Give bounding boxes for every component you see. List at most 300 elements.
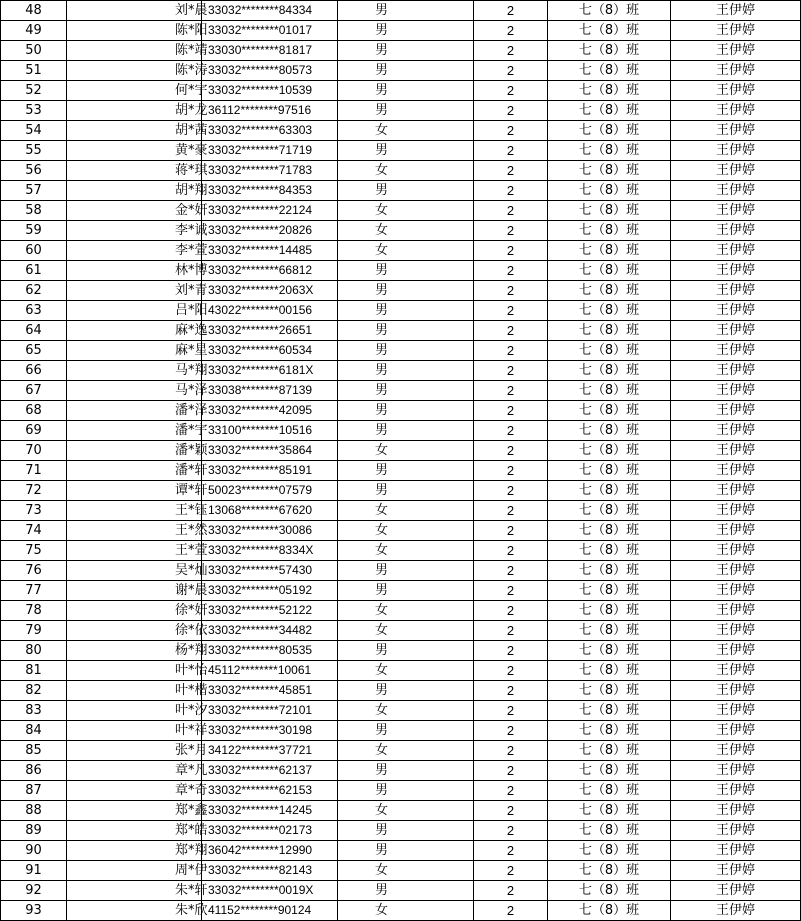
teacher-cell: 王伊婷	[671, 281, 801, 301]
student-name-cell: 陈*靖	[67, 41, 202, 61]
class-cell: 七（8）班	[548, 301, 671, 321]
grade-cell: 2	[474, 861, 548, 881]
table-row	[1, 121, 801, 141]
teacher-cell: 王伊婷	[671, 561, 801, 581]
class-cell: 七（8）班	[548, 401, 671, 421]
teacher-cell: 王伊婷	[671, 821, 801, 841]
student-name-cell: 蒋*琪	[67, 161, 202, 181]
grade-cell: 2	[474, 521, 548, 541]
grade-cell: 2	[474, 21, 548, 41]
table-row	[1, 301, 801, 321]
grade-cell: 2	[474, 761, 548, 781]
student-name-cell: 郑*皓	[67, 821, 202, 841]
gender-cell: 男	[338, 721, 474, 741]
row-number-cell: 88	[1, 801, 67, 821]
gender-cell: 男	[338, 281, 474, 301]
teacher-cell: 王伊婷	[671, 361, 801, 381]
grade-cell: 2	[474, 301, 548, 321]
grade-cell: 2	[474, 441, 548, 461]
teacher-cell: 王伊婷	[671, 161, 801, 181]
table-row	[1, 261, 801, 281]
table-row	[1, 701, 801, 721]
row-number-cell: 75	[1, 541, 67, 561]
gender-cell: 男	[338, 361, 474, 381]
id-number-cell: 33032********52122	[202, 601, 338, 621]
teacher-cell: 王伊婷	[671, 381, 801, 401]
teacher-cell: 王伊婷	[671, 101, 801, 121]
grade-cell: 2	[474, 281, 548, 301]
id-number-cell: 33032********62137	[202, 761, 338, 781]
row-number-cell: 48	[1, 1, 67, 21]
class-cell: 七（8）班	[548, 101, 671, 121]
grade-cell: 2	[474, 681, 548, 701]
table-row	[1, 101, 801, 121]
row-number-cell: 76	[1, 561, 67, 581]
table-row	[1, 841, 801, 861]
class-cell: 七（8）班	[548, 261, 671, 281]
grade-cell: 2	[474, 361, 548, 381]
teacher-cell: 王伊婷	[671, 1, 801, 21]
row-number-cell: 73	[1, 501, 67, 521]
grade-cell: 2	[474, 161, 548, 181]
teacher-cell: 王伊婷	[671, 81, 801, 101]
grade-cell: 2	[474, 821, 548, 841]
grade-cell: 2	[474, 241, 548, 261]
class-cell: 七（8）班	[548, 41, 671, 61]
row-number-cell: 60	[1, 241, 67, 261]
row-number-cell: 58	[1, 201, 67, 221]
table-row	[1, 601, 801, 621]
student-name-cell: 叶*楷	[67, 681, 202, 701]
gender-cell: 女	[338, 121, 474, 141]
student-name-cell: 李*诚	[67, 221, 202, 241]
table-row	[1, 181, 801, 201]
gender-cell: 男	[338, 841, 474, 861]
teacher-cell: 王伊婷	[671, 681, 801, 701]
class-cell: 七（8）班	[548, 1, 671, 21]
gender-cell: 男	[338, 481, 474, 501]
class-cell: 七（8）班	[548, 681, 671, 701]
gender-cell: 女	[338, 861, 474, 881]
class-cell: 七（8）班	[548, 241, 671, 261]
student-name-cell: 王*萱	[67, 541, 202, 561]
student-name-cell: 张*月	[67, 741, 202, 761]
teacher-cell: 王伊婷	[671, 201, 801, 221]
class-cell: 七（8）班	[548, 321, 671, 341]
teacher-cell: 王伊婷	[671, 861, 801, 881]
table-row	[1, 1, 801, 21]
table-row	[1, 561, 801, 581]
id-number-cell: 33032********84334	[202, 1, 338, 21]
student-name-cell: 郑*鑫	[67, 801, 202, 821]
student-name-cell: 刘*晨	[67, 1, 202, 21]
row-number-cell: 92	[1, 881, 67, 901]
id-number-cell: 33032********42095	[202, 401, 338, 421]
grade-cell: 2	[474, 741, 548, 761]
row-number-cell: 56	[1, 161, 67, 181]
grade-cell: 2	[474, 381, 548, 401]
row-number-cell: 68	[1, 401, 67, 421]
row-number-cell: 55	[1, 141, 67, 161]
gender-cell: 女	[338, 741, 474, 761]
student-name-cell: 郑*翔	[67, 841, 202, 861]
row-number-cell: 90	[1, 841, 67, 861]
class-cell: 七（8）班	[548, 521, 671, 541]
class-cell: 七（8）班	[548, 561, 671, 581]
gender-cell: 男	[338, 421, 474, 441]
student-name-cell: 李*萱	[67, 241, 202, 261]
grade-cell: 2	[474, 101, 548, 121]
gender-cell: 男	[338, 761, 474, 781]
gender-cell: 男	[338, 61, 474, 81]
student-name-cell: 黄*豪	[67, 141, 202, 161]
id-number-cell: 33032********71783	[202, 161, 338, 181]
table-row	[1, 81, 801, 101]
class-cell: 七（8）班	[548, 641, 671, 661]
row-number-cell: 71	[1, 461, 67, 481]
class-cell: 七（8）班	[548, 121, 671, 141]
student-name-cell: 潘*轩	[67, 461, 202, 481]
student-name-cell: 陈*涛	[67, 61, 202, 81]
teacher-cell: 王伊婷	[671, 41, 801, 61]
student-name-cell: 何*宇	[67, 81, 202, 101]
table-row	[1, 281, 801, 301]
teacher-cell: 王伊婷	[671, 481, 801, 501]
class-cell: 七（8）班	[548, 421, 671, 441]
class-cell: 七（8）班	[548, 81, 671, 101]
id-number-cell: 33032********80573	[202, 61, 338, 81]
gender-cell: 男	[338, 581, 474, 601]
grade-cell: 2	[474, 1, 548, 21]
row-number-cell: 65	[1, 341, 67, 361]
gender-cell: 男	[338, 881, 474, 901]
teacher-cell: 王伊婷	[671, 521, 801, 541]
id-number-cell: 33030********81817	[202, 41, 338, 61]
grade-cell: 2	[474, 461, 548, 481]
row-number-cell: 93	[1, 901, 67, 921]
class-cell: 七（8）班	[548, 461, 671, 481]
gender-cell: 男	[338, 641, 474, 661]
table-row	[1, 741, 801, 761]
class-cell: 七（8）班	[548, 161, 671, 181]
gender-cell: 男	[338, 821, 474, 841]
class-cell: 七（8）班	[548, 201, 671, 221]
grade-cell: 2	[474, 901, 548, 921]
row-number-cell: 72	[1, 481, 67, 501]
row-number-cell: 91	[1, 861, 67, 881]
id-number-cell: 33032********02173	[202, 821, 338, 841]
gender-cell: 男	[338, 1, 474, 21]
teacher-cell: 王伊婷	[671, 761, 801, 781]
table-row	[1, 501, 801, 521]
row-number-cell: 59	[1, 221, 67, 241]
row-number-cell: 57	[1, 181, 67, 201]
class-cell: 七（8）班	[548, 821, 671, 841]
roster-body	[1, 1, 801, 921]
gender-cell: 女	[338, 501, 474, 521]
id-number-cell: 33032********01017	[202, 21, 338, 41]
table-row	[1, 341, 801, 361]
gender-cell: 女	[338, 161, 474, 181]
table-row	[1, 161, 801, 181]
grade-cell: 2	[474, 721, 548, 741]
table-row	[1, 141, 801, 161]
student-name-cell: 叶*祥	[67, 721, 202, 741]
table-row	[1, 241, 801, 261]
teacher-cell: 王伊婷	[671, 181, 801, 201]
student-name-cell: 金*妍	[67, 201, 202, 221]
table-row	[1, 41, 801, 61]
id-number-cell: 33032********66812	[202, 261, 338, 281]
class-cell: 七（8）班	[548, 841, 671, 861]
teacher-cell: 王伊婷	[671, 221, 801, 241]
id-number-cell: 33032********82143	[202, 861, 338, 881]
gender-cell: 女	[338, 661, 474, 681]
gender-cell: 女	[338, 541, 474, 561]
grade-cell: 2	[474, 141, 548, 161]
teacher-cell: 王伊婷	[671, 641, 801, 661]
id-number-cell: 33032********34482	[202, 621, 338, 641]
teacher-cell: 王伊婷	[671, 321, 801, 341]
table-row	[1, 461, 801, 481]
table-row	[1, 61, 801, 81]
class-cell: 七（8）班	[548, 621, 671, 641]
teacher-cell: 王伊婷	[671, 621, 801, 641]
student-name-cell: 胡*翔	[67, 181, 202, 201]
grade-cell: 2	[474, 701, 548, 721]
id-number-cell: 33032********60534	[202, 341, 338, 361]
teacher-cell: 王伊婷	[671, 541, 801, 561]
row-number-cell: 81	[1, 661, 67, 681]
gender-cell: 男	[338, 381, 474, 401]
grade-cell: 2	[474, 61, 548, 81]
gender-cell: 男	[338, 101, 474, 121]
table-row	[1, 721, 801, 741]
table-row	[1, 361, 801, 381]
row-number-cell: 63	[1, 301, 67, 321]
id-number-cell: 33032********71719	[202, 141, 338, 161]
gender-cell: 男	[338, 781, 474, 801]
id-number-cell: 33032********20826	[202, 221, 338, 241]
class-cell: 七（8）班	[548, 761, 671, 781]
class-cell: 七（8）班	[548, 661, 671, 681]
id-number-cell: 33032********72101	[202, 701, 338, 721]
grade-cell: 2	[474, 41, 548, 61]
class-cell: 七（8）班	[548, 441, 671, 461]
gender-cell: 女	[338, 801, 474, 821]
id-number-cell: 33032********6181X	[202, 361, 338, 381]
student-name-cell: 陈*阳	[67, 21, 202, 41]
id-number-cell: 33032********8334X	[202, 541, 338, 561]
gender-cell: 女	[338, 621, 474, 641]
row-number-cell: 54	[1, 121, 67, 141]
student-name-cell: 林*博	[67, 261, 202, 281]
grade-cell: 2	[474, 881, 548, 901]
class-cell: 七（8）班	[548, 361, 671, 381]
row-number-cell: 77	[1, 581, 67, 601]
class-cell: 七（8）班	[548, 541, 671, 561]
student-name-cell: 章*奇	[67, 781, 202, 801]
teacher-cell: 王伊婷	[671, 421, 801, 441]
row-number-cell: 79	[1, 621, 67, 641]
class-cell: 七（8）班	[548, 281, 671, 301]
student-name-cell: 王*然	[67, 521, 202, 541]
row-number-cell: 61	[1, 261, 67, 281]
id-number-cell: 33032********2063X	[202, 281, 338, 301]
row-number-cell: 74	[1, 521, 67, 541]
teacher-cell: 王伊婷	[671, 121, 801, 141]
gender-cell: 女	[338, 201, 474, 221]
id-number-cell: 33032********10539	[202, 81, 338, 101]
table-row	[1, 661, 801, 681]
gender-cell: 男	[338, 41, 474, 61]
grade-cell: 2	[474, 421, 548, 441]
table-row	[1, 781, 801, 801]
student-name-cell: 叶*怡	[67, 661, 202, 681]
teacher-cell: 王伊婷	[671, 141, 801, 161]
teacher-cell: 王伊婷	[671, 801, 801, 821]
id-number-cell: 33032********26651	[202, 321, 338, 341]
teacher-cell: 王伊婷	[671, 841, 801, 861]
table-row	[1, 581, 801, 601]
teacher-cell: 王伊婷	[671, 661, 801, 681]
grade-cell: 2	[474, 181, 548, 201]
table-row	[1, 221, 801, 241]
gender-cell: 男	[338, 141, 474, 161]
grade-cell: 2	[474, 601, 548, 621]
id-number-cell: 41152********90124	[202, 901, 338, 921]
grade-cell: 2	[474, 401, 548, 421]
row-number-cell: 67	[1, 381, 67, 401]
id-number-cell: 45112********10061	[202, 661, 338, 681]
table-row	[1, 521, 801, 541]
class-cell: 七（8）班	[548, 901, 671, 921]
grade-cell: 2	[474, 541, 548, 561]
student-name-cell: 吕*阳	[67, 301, 202, 321]
class-cell: 七（8）班	[548, 21, 671, 41]
class-cell: 七（8）班	[548, 381, 671, 401]
class-cell: 七（8）班	[548, 741, 671, 761]
row-number-cell: 83	[1, 701, 67, 721]
row-number-cell: 62	[1, 281, 67, 301]
row-number-cell: 84	[1, 721, 67, 741]
row-number-cell: 49	[1, 21, 67, 41]
id-number-cell: 33032********0019X	[202, 881, 338, 901]
table-row	[1, 681, 801, 701]
grade-cell: 2	[474, 781, 548, 801]
gender-cell: 男	[338, 181, 474, 201]
gender-cell: 男	[338, 461, 474, 481]
gender-cell: 男	[338, 81, 474, 101]
class-cell: 七（8）班	[548, 781, 671, 801]
teacher-cell: 王伊婷	[671, 721, 801, 741]
row-number-cell: 70	[1, 441, 67, 461]
gender-cell: 女	[338, 441, 474, 461]
row-number-cell: 51	[1, 61, 67, 81]
student-name-cell: 胡*龙	[67, 101, 202, 121]
table-row	[1, 401, 801, 421]
teacher-cell: 王伊婷	[671, 341, 801, 361]
student-name-cell: 谭*轩	[67, 481, 202, 501]
id-number-cell: 33100********10516	[202, 421, 338, 441]
grade-cell: 2	[474, 581, 548, 601]
id-number-cell: 33032********80535	[202, 641, 338, 661]
id-number-cell: 43022********00156	[202, 301, 338, 321]
student-name-cell: 潘*泽	[67, 401, 202, 421]
teacher-cell: 王伊婷	[671, 501, 801, 521]
row-number-cell: 82	[1, 681, 67, 701]
student-name-cell: 潘*宇	[67, 421, 202, 441]
gender-cell: 男	[338, 401, 474, 421]
table-row	[1, 481, 801, 501]
teacher-cell: 王伊婷	[671, 301, 801, 321]
teacher-cell: 王伊婷	[671, 701, 801, 721]
class-cell: 七（8）班	[548, 481, 671, 501]
student-name-cell: 叶*汐	[67, 701, 202, 721]
id-number-cell: 34122********37721	[202, 741, 338, 761]
student-name-cell: 朱*轩	[67, 881, 202, 901]
gender-cell: 男	[338, 21, 474, 41]
gender-cell: 女	[338, 521, 474, 541]
row-number-cell: 69	[1, 421, 67, 441]
row-number-cell: 50	[1, 41, 67, 61]
teacher-cell: 王伊婷	[671, 21, 801, 41]
id-number-cell: 50023********07579	[202, 481, 338, 501]
student-name-cell: 麻*星	[67, 341, 202, 361]
table-row	[1, 421, 801, 441]
class-cell: 七（8）班	[548, 801, 671, 821]
class-cell: 七（8）班	[548, 181, 671, 201]
teacher-cell: 王伊婷	[671, 461, 801, 481]
grade-cell: 2	[474, 201, 548, 221]
student-name-cell: 胡*茜	[67, 121, 202, 141]
row-number-cell: 64	[1, 321, 67, 341]
id-number-cell: 33032********62153	[202, 781, 338, 801]
row-number-cell: 89	[1, 821, 67, 841]
id-number-cell: 33032********85191	[202, 461, 338, 481]
student-name-cell: 麻*逸	[67, 321, 202, 341]
class-cell: 七（8）班	[548, 721, 671, 741]
student-name-cell: 马*泽	[67, 381, 202, 401]
teacher-cell: 王伊婷	[671, 781, 801, 801]
grade-cell: 2	[474, 801, 548, 821]
table-row	[1, 541, 801, 561]
class-cell: 七（8）班	[548, 61, 671, 81]
class-cell: 七（8）班	[548, 701, 671, 721]
gender-cell: 女	[338, 221, 474, 241]
gender-cell: 男	[338, 321, 474, 341]
teacher-cell: 王伊婷	[671, 601, 801, 621]
class-cell: 七（8）班	[548, 581, 671, 601]
student-name-cell: 潘*颖	[67, 441, 202, 461]
teacher-cell: 王伊婷	[671, 401, 801, 421]
teacher-cell: 王伊婷	[671, 261, 801, 281]
id-number-cell: 33038********87139	[202, 381, 338, 401]
student-name-cell: 吴*灿	[67, 561, 202, 581]
row-number-cell: 85	[1, 741, 67, 761]
table-row	[1, 881, 801, 901]
gender-cell: 女	[338, 601, 474, 621]
id-number-cell: 33032********30086	[202, 521, 338, 541]
table-row	[1, 801, 801, 821]
id-number-cell: 13068********67620	[202, 501, 338, 521]
id-number-cell: 36112********97516	[202, 101, 338, 121]
row-number-cell: 78	[1, 601, 67, 621]
grade-cell: 2	[474, 501, 548, 521]
student-name-cell: 刘*青	[67, 281, 202, 301]
grade-cell: 2	[474, 121, 548, 141]
student-name-cell: 章*凡	[67, 761, 202, 781]
